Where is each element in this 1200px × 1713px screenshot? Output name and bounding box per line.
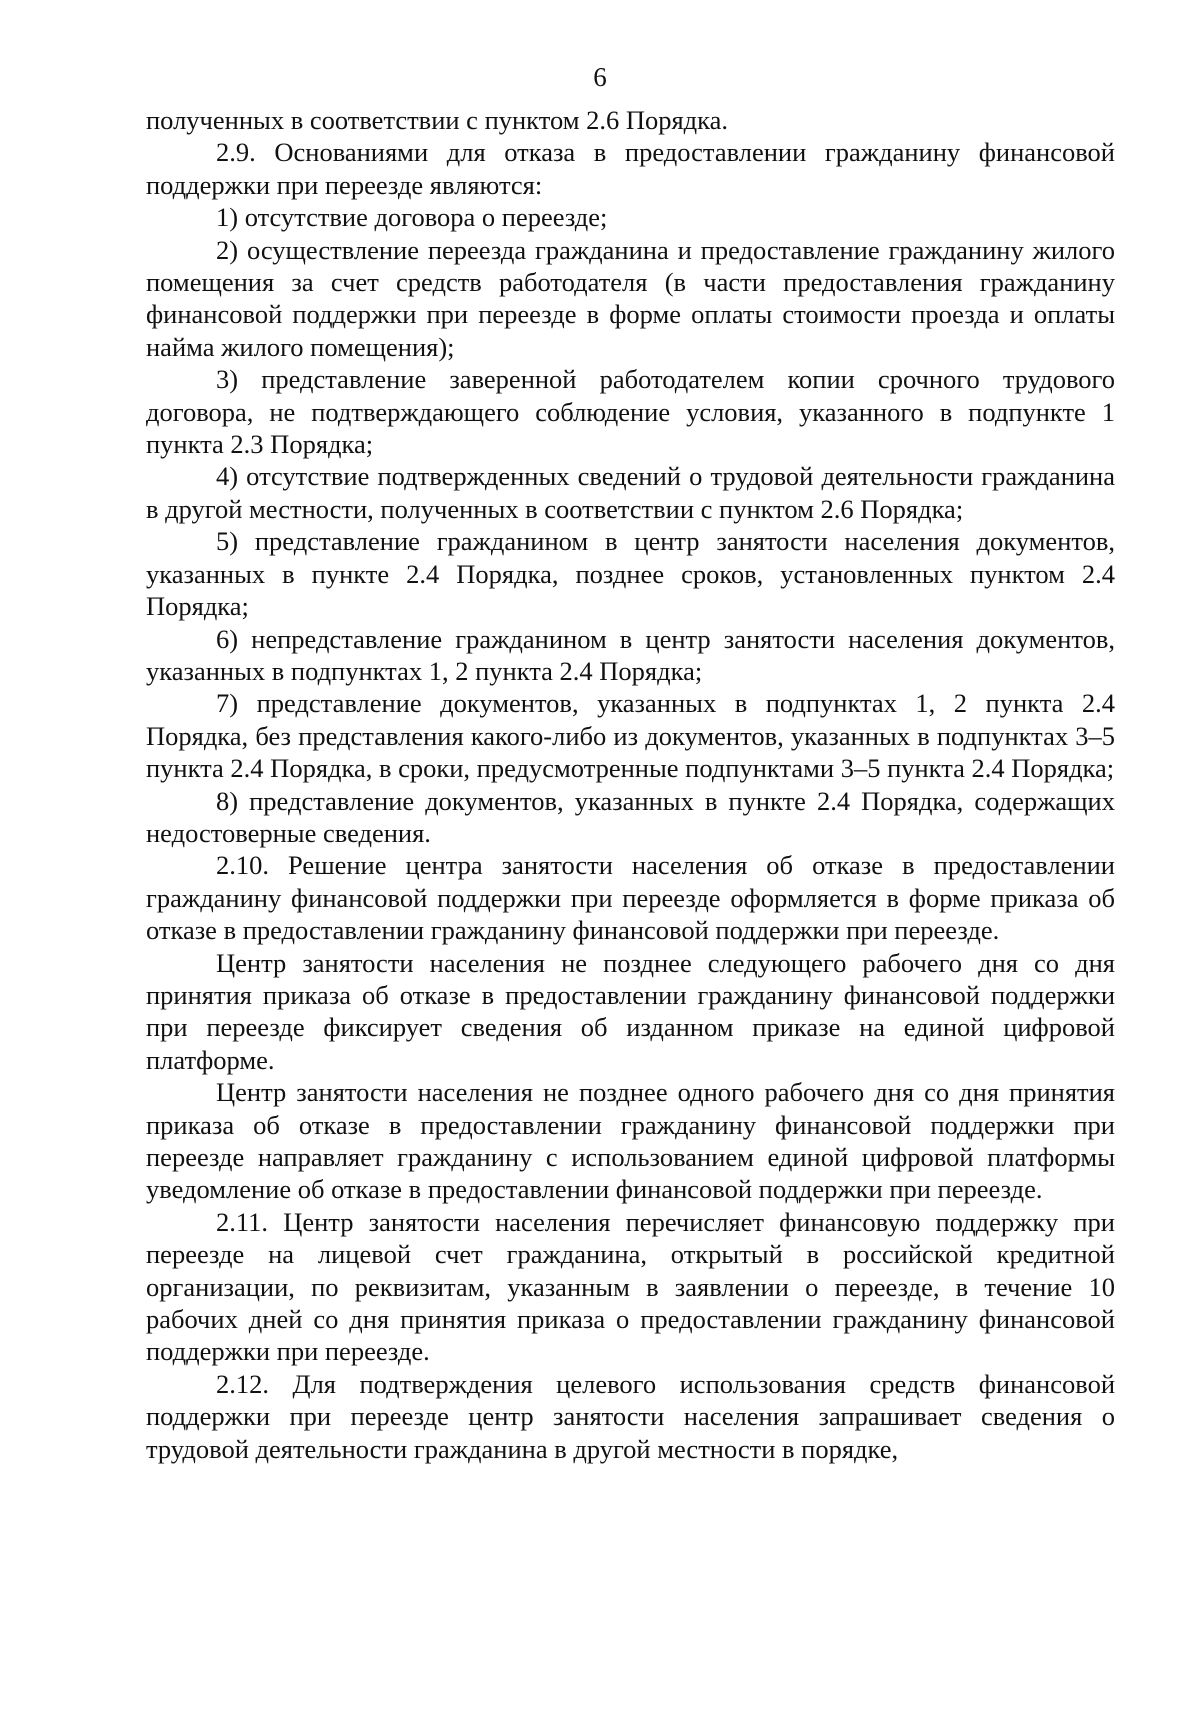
list-item-6: 6) непредставление гражданином в центр занятости населения документов, указанных в подпунктах 1, 2 пункта 2.4 Порядка; [146,623,1115,686]
list-item-2: 2) осуществление переезда гражданина и предоставление гражданину жилого помещения за счет средств работодателя (в части предоставления гражданину финансовой поддержки при переезде в форме оплаты стоимости проезда и оплаты найма жилого помещения); [146,234,1115,362]
paragraph-2-10: 2.10. Решение центра занятости населения об отказе в предоставлении гражданину финансовой поддержки при переезде оформляется в форме приказа об отказе в предоставлении гражданину финансовой поддержки при переезде. [146,850,1115,946]
list-item-3: 3) представление заверенной работодателем копии срочного трудового договора, не подтверждающего соблюдение условия, указанного в подпункте 1 пункта 2.3 Порядка; [146,364,1115,460]
paragraph-2-9: 2.9. Основаниями для отказа в предоставлении гражданину финансовой поддержки при переезде являются: [146,137,1115,200]
document-body [146,104,1115,1465]
paragraph-continuation: полученных в соответствии с пунктом 2.6 Порядка. [146,105,729,135]
paragraph-2-10-fixation: Центр занятости населения не позднее следующего рабочего дня со дня принятия приказа об отказе в предоставлении гражданину финансовой поддержки при переезде фиксирует сведения об изданном приказе на единой цифровой платформе. [146,947,1115,1075]
paragraph-2-12: 2.12. Для подтверждения целевого использования средств финансовой поддержки при переезде центр занятости населения запрашивает сведения о трудовой деятельности гражданина в другой местности в порядке, [146,1368,1115,1464]
page-number: 6 [593,62,607,92]
list-item-7: 7) представление документов, указанных в подпунктах 1, 2 пункта 2.4 Порядка, без представления какого-либо из документов, указанных в подпунктах 3–5 пункта 2.4 Порядка, в сроки, предусмотренные подпунктами 3–5 пункта 2.4 Порядка; [146,688,1115,784]
list-item-4: 4) отсутствие подтвержденных сведений о трудовой деятельности гражданина в другой местности, полученных в соответствии с пунктом 2.6 Порядка; [146,461,1115,524]
list-item-1: 1) отсутствие договора о переезде; [216,202,608,233]
paragraph-2-11: 2.11. Центр занятости населения перечисляет финансовую поддержку при переезде на лицевой счет гражданина, открытый в российской кредитной организации, по реквизитам, указанным в заявлении о переезде, в течение 10 рабочих дней со дня принятия приказа о предоставлении гражданину финансовой поддержки при переезде. [146,1206,1115,1367]
list-item-8: 8) представление документов, указанных в пункте 2.4 Порядка, содержащих недостоверные сведения. [146,785,1115,848]
list-item-5: 5) представление гражданином в центр занятости населения документов, указанных в пункте 2.4 Порядка, позднее сроков, установленных пунктом 2.4 Порядка; [146,526,1115,622]
paragraph-2-10-notification: Центр занятости населения не позднее одного рабочего дня со дня принятия приказа об отказе в предоставлении гражданину финансовой поддержки при переезде направляет гражданину с использованием единой цифровой платформы уведомление об отказе в предоставлении финансовой поддержки при переезде. [146,1077,1115,1205]
